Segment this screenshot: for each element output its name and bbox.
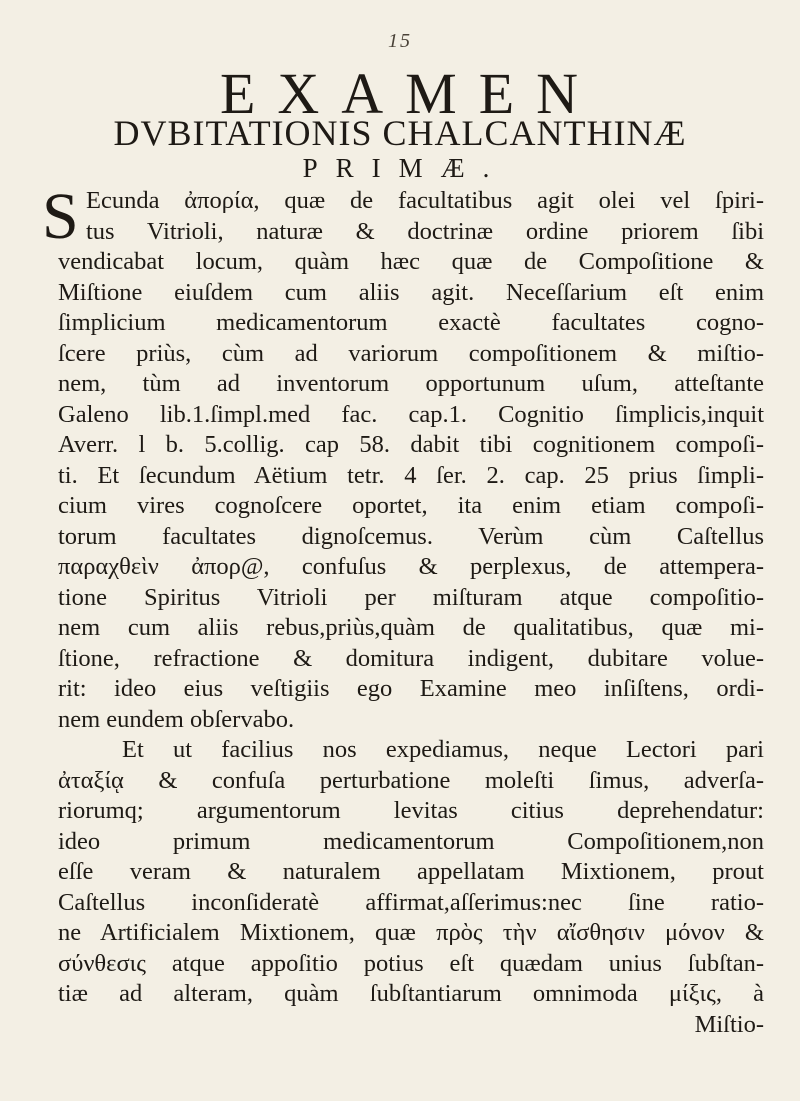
text-line: ſimplicium medicamentorum exactè facultates cogno- [58,309,764,336]
section-heading: PRIMÆ. [302,153,508,183]
text-line: ideo primum medicamentorum Compoſitionem,non [58,827,764,855]
drop-cap: S [42,180,79,253]
text-line: Et ut facilius nos expediamus, neque Lectori pari [122,736,764,763]
text-line: Averr. l b. 5.collig. cap 58. dabit tibi cognitionem compoſi- [58,431,764,458]
text-line: tione Spiritus Vitrioli per miſturam atque compoſitio- [58,583,764,611]
text-line: rit: ideo eius veſtigiis ego Examine meo inſiſtens, ordi- [58,675,764,702]
text-line: nem, tùm ad inventorum opportunum uſum, atteſtante [58,370,764,397]
text-line: Galeno lib.1.ſimpl.med fac. cap.1. Cognitio ſimplicis,inquit [58,400,764,428]
page-title: EXAMEN [219,61,601,126]
text-line: torum facultates dignoſcemus. Verùm cùm Caſtellus [58,522,764,550]
text-line: eſſe veram & naturalem appellatam Mixtionem, prout [58,858,764,885]
text-line: Caſtellus inconſideratè affirmat,aſſerimus:nec ſine ratio- [58,888,764,916]
text-line: cium vires cognoſcere oportet, ita enim etiam compoſi- [58,492,764,519]
page-subtitle: DVBITATIONIS CHALCANTHINÆ [113,113,687,153]
catchword: Miſtio- [694,1010,764,1038]
text-line: ſtione, refractione & domitura indigent, dubitare volue- [58,644,764,672]
text-line: vendicabat locum, quàm hæc quæ de Compoſitione & [58,248,764,275]
text-line: tiæ ad alteram, quàm ſubſtantiarum omnimoda μίξις, à [58,980,764,1007]
text-line: nem eundem obſervabo. [58,705,295,733]
page-number: 15 [388,30,412,52]
text-line: ſcere priùs, cùm ad variorum compoſitionem & miſtio- [58,339,764,367]
text-line: nem cum aliis rebus,priùs,quàm de qualitatibus, quæ mi- [58,614,764,641]
text-line: Ecunda ἀπορία, quæ de facultatibus agit olei vel ſpiri- [86,187,764,214]
text-line: σύνθεσις atque appoſitio potius eſt quædam unius ſubſtan- [58,949,764,977]
text-line: riorumq; argumentorum levitas citius deprehendatur: [58,797,764,824]
body-text [42,180,764,1040]
text-line: ne Artificialem Mixtionem, quæ πρὸς τὴν αἴσθησιν μόνον & [58,919,764,946]
text-line: ti. Et ſecundum Aëtium tetr. 4 ſer. 2. cap. 25 prius ſimpli- [58,461,764,489]
text-line: tus Vitrioli, naturæ & doctrinæ ordine priorem ſibi [86,217,764,245]
text-line: Miſtione eiuſdem cum aliis agit. Neceſſarium eſt enim [58,278,764,306]
text-line: ἀταξίᾳ & confuſa perturbatione moleſti ſimus, adverſa- [58,766,764,794]
text-line: παραχθεὶν ἀπορ@, confuſus & perplexus, de attempera- [58,553,764,580]
